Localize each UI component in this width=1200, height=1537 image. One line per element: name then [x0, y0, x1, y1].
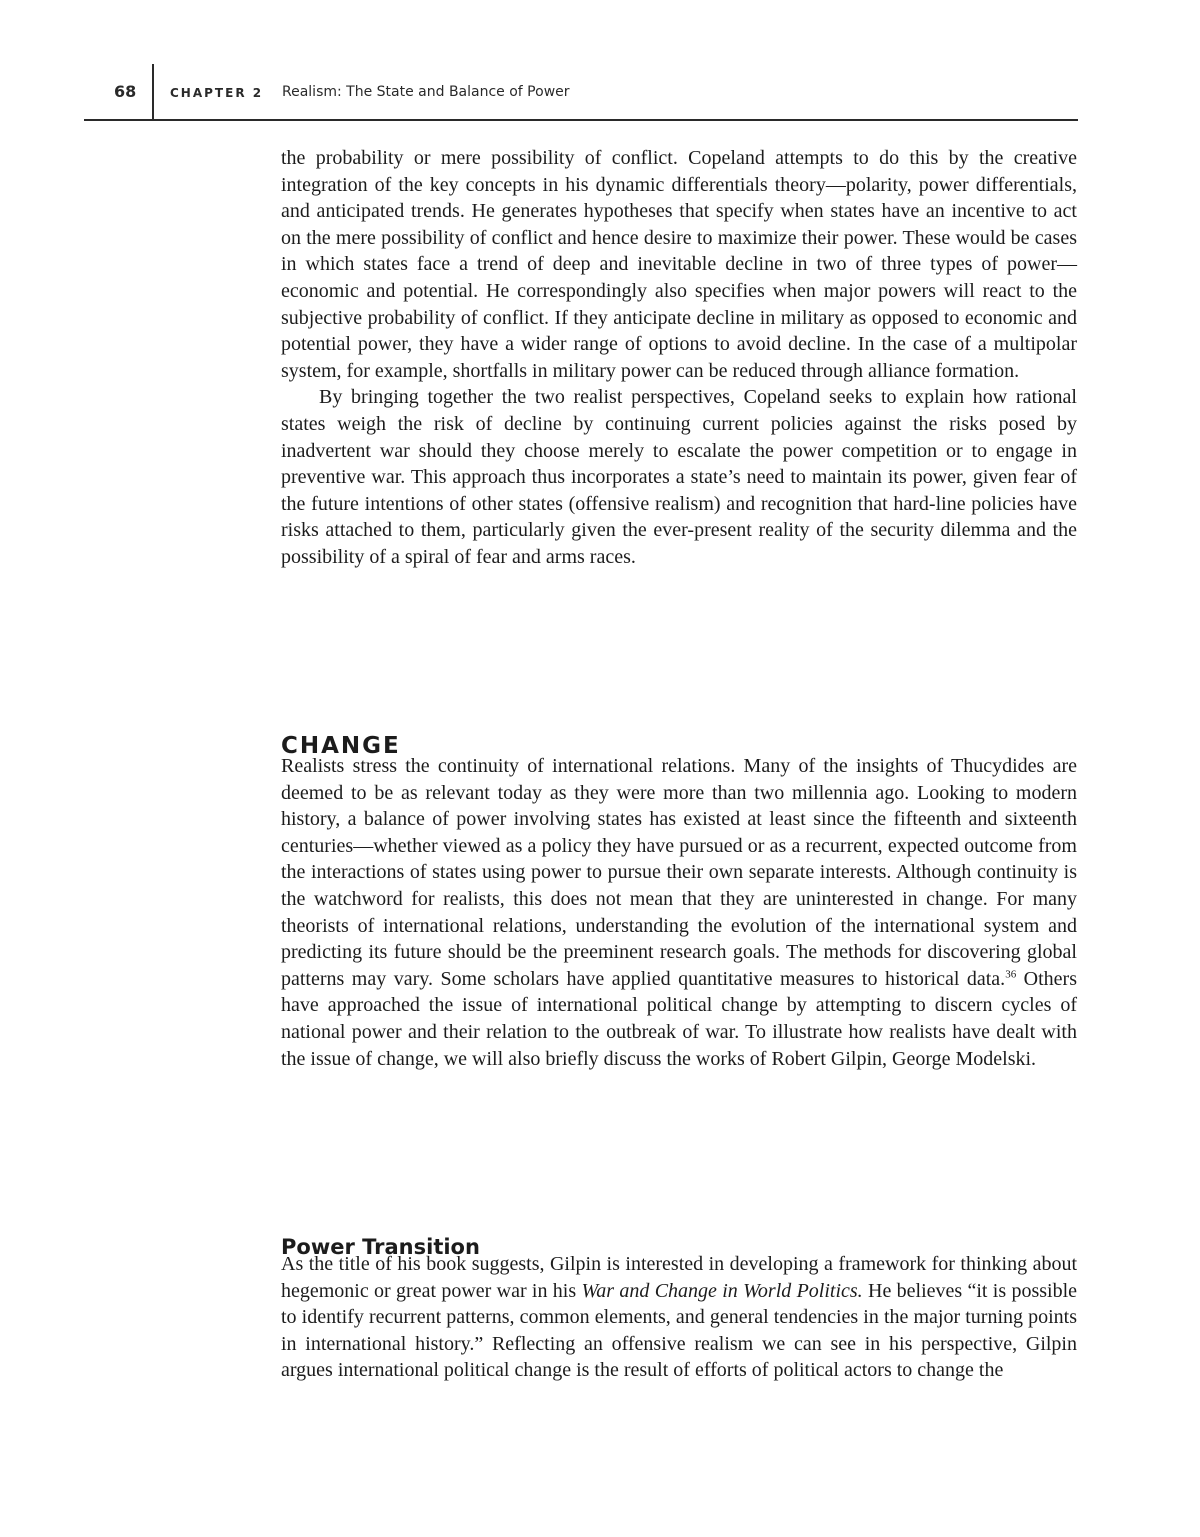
paragraph: the probability or mere possibility of conflict. Copeland attempts to do this by the creative integration of the key concepts in his dynamic differentials theory—polarity, power differentials, and anticipated trends. He generates hypotheses that specify when states have an incentive to act on the mere possibility of conflict and hence desire to maximize their power. These would be cases in which states face a trend of deep and inevitable decline in two of three types of power—economic and potential. He correspondingly also specifies when major powers will react to the subjective probability of conflict. If they anticipate decline in military as opposed to economic and potential power, they have a wider range of options to avoid decline. In the case of a multipolar system, for example, shortfalls in military power can be reduced through alliance formation. [281, 147, 1077, 382]
running-head [84, 64, 1078, 121]
paragraph [281, 753, 1077, 1072]
paragraph-text: Realists stress the continuity of international relations. Many of the insights of Thucydides are deemed to be as relevant today as they were more than two millennia ago. Looking to modern history, a balance of power involving states has existed at least since the fifteenth and sixteenth centuries—whether viewed as a policy they have pursued or as a recurrent, expected outcome from the interactions of states using power to pursue their own separate interests. Although continuity is the watchword for realists, this does not mean that they are uninterested in change. For many theorists of international relations, understanding the evolution of the international system and predicting its future should be the preeminent research goals. The methods for discovering global patterns may vary. Some scholars have applied quantitative measures to historical data. [281, 755, 1077, 990]
text-block-power-transition [281, 1251, 1077, 1384]
page-number: 68 [114, 82, 137, 101]
header-divider [152, 64, 154, 119]
subsection-heading-power-transition: Power Transition [281, 1235, 480, 1259]
paragraph-text: Others have approached the issue of international political change by attempting to discern cycles of national power and their relation to the outbreak of war. To illustrate how realists have dealt with the issue of change, we will also briefly discuss the works of Robert Gilpin, George Modelski. [281, 967, 1077, 1070]
section-heading-change: CHANGE [281, 733, 401, 760]
paragraph [281, 1251, 1077, 1384]
chapter-label: CHAPTER 2 [170, 86, 264, 100]
paragraph-text: He believes “it is possible to identify recurrent patterns, common elements, and general tendencies in the major turning points in international history.” Reflecting an offensive realism we can see in his perspective, Gilpin argues international political change is the result of efforts of political actors to change the [281, 1279, 1078, 1382]
chapter-title: Realism: The State and Balance of Power [282, 84, 570, 100]
paragraph: By bringing together the two realist perspectives, Copeland seeks to explain how rational states weigh the risk of decline by continuing current policies against the risks posed by inadvertent war should they choose merely to escalate the power competition or to engage in preventive war. This approach thus incorporates a state’s need to maintain its power, given fear of the future intentions of other states (offensive realism) and recognition that hard-line policies have risks attached to them, particularly given the ever-present reality of the security dilemma and the possibility of a spiral of fear and arms races. [281, 386, 1077, 568]
paragraph-text: As the title of his book suggests, Gilpin is interested in developing a framework for thinking about hegemonic or great power war in his [281, 1253, 1077, 1302]
text-block-change [281, 753, 1077, 1072]
text-block-copeland [281, 145, 1077, 571]
footnote-marker: 36 [1005, 968, 1017, 981]
book-title: War and Change in World Politics. [581, 1279, 863, 1302]
